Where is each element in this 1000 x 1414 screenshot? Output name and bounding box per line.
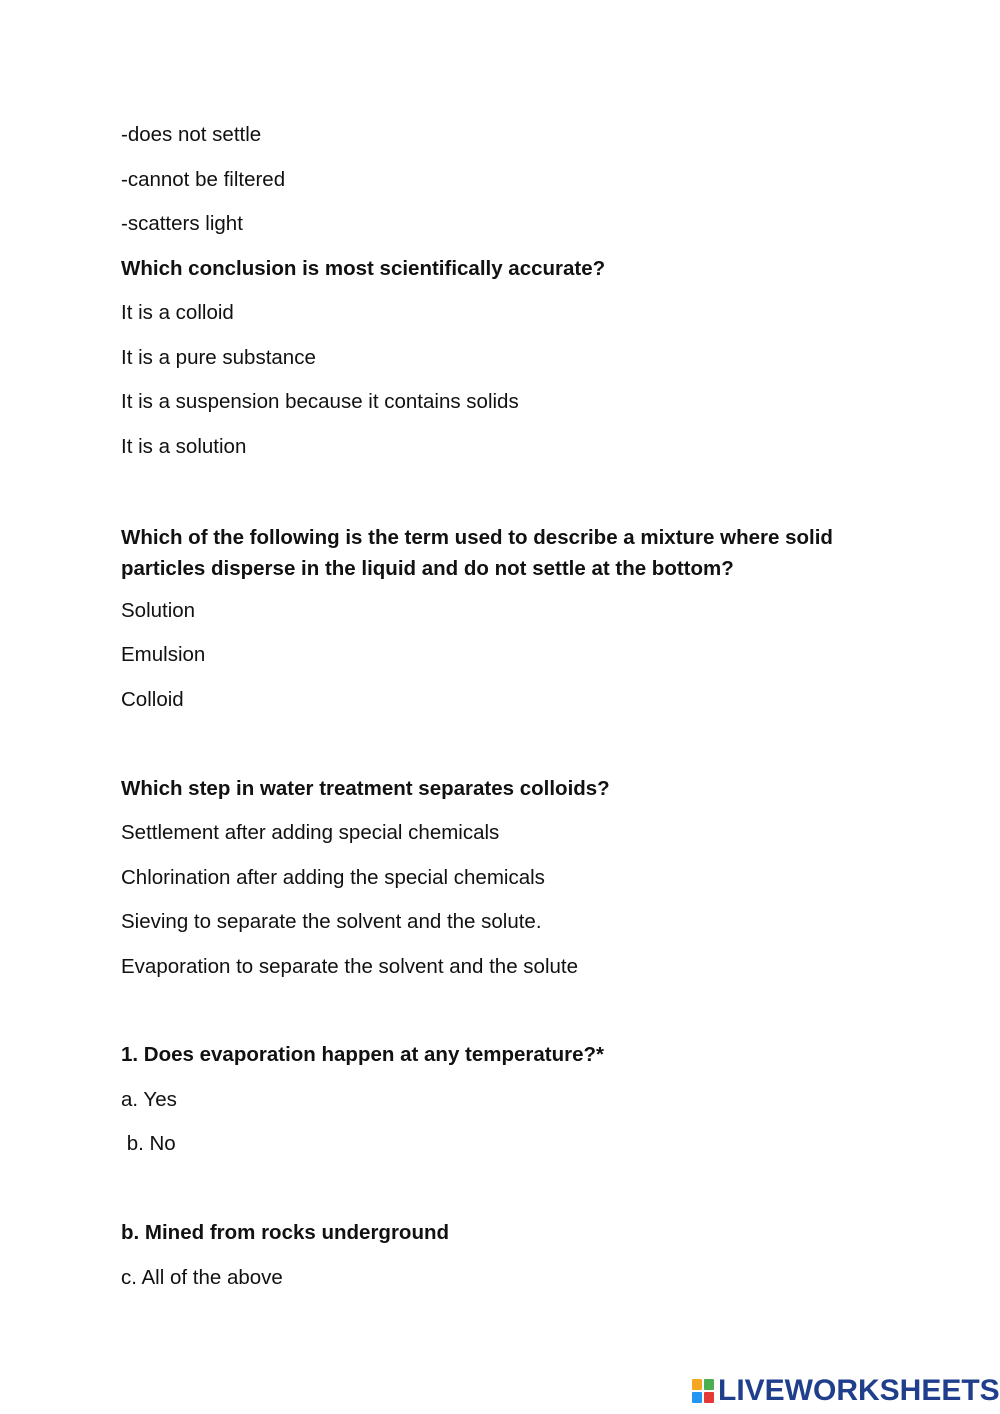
property-line: -cannot be filtered: [121, 168, 286, 191]
property-line: -does not settle: [121, 123, 262, 146]
answer-option[interactable]: Sieving to separate the solvent and the solute.: [121, 910, 542, 933]
liveworksheets-logo-icon: [692, 1379, 714, 1403]
answer-option[interactable]: c. All of the above: [121, 1266, 283, 1289]
answer-option[interactable]: It is a suspension because it contains solids: [121, 390, 519, 413]
liveworksheets-logo: [692, 1374, 1000, 1408]
property-line: -scatters light: [121, 212, 243, 235]
answer-option[interactable]: a. Yes: [121, 1088, 177, 1111]
answer-option[interactable]: Colloid: [121, 688, 184, 711]
question-prompt: b. Mined from rocks underground: [121, 1221, 450, 1244]
answer-option[interactable]: Settlement after adding special chemicals: [121, 821, 500, 844]
answer-option[interactable]: b. No: [121, 1132, 176, 1155]
question-prompt: Which of the following is the term used to describe a mixture where solid particles disperse in the liquid and do not settle at the bottom?: [121, 526, 833, 580]
question-prompt: Which conclusion is most scientifically accurate?: [121, 257, 606, 280]
answer-option[interactable]: It is a pure substance: [121, 346, 316, 369]
answer-option[interactable]: Chlorination after adding the special chemicals: [121, 866, 545, 889]
answer-option[interactable]: Emulsion: [121, 643, 206, 666]
answer-option[interactable]: It is a solution: [121, 435, 247, 458]
question-prompt: 1. Does evaporation happen at any temperature?*: [121, 1043, 605, 1066]
logo-text: LIVEWORKSHEETS: [718, 1374, 1000, 1407]
question-prompt: Which step in water treatment separates colloids?: [121, 777, 610, 800]
answer-option[interactable]: Solution: [121, 599, 196, 622]
answer-option[interactable]: It is a colloid: [121, 301, 234, 324]
answer-option[interactable]: Evaporation to separate the solvent and the solute: [121, 955, 579, 978]
